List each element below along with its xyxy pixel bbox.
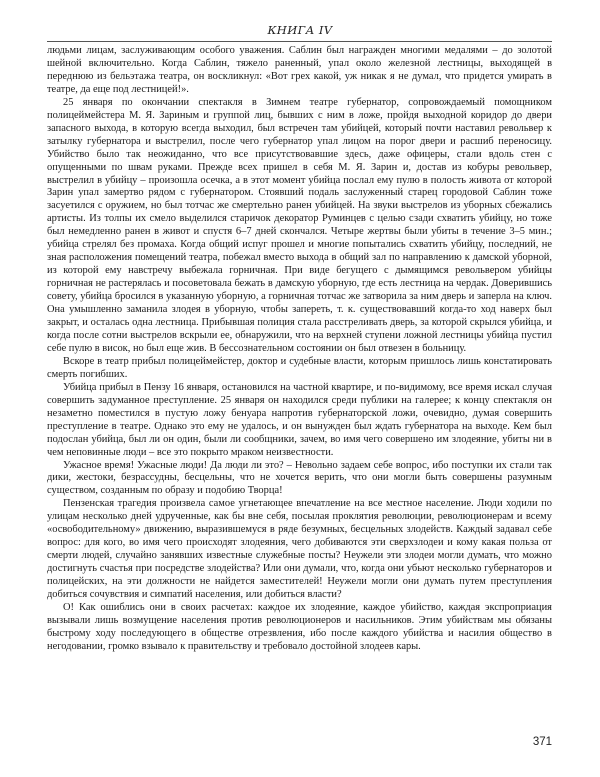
paragraph: Пензенская трагедия произвела самое угнетающее впечатление на все местное население. Люди ходили по улицам несколько дней удрученные, как бы вне себя, посылая проклятия революции, революционерам и всему «освободительному» движению, выразившемуся в ряде безумных, бесцельных злодейств. Каждый задавал себе вопрос: для кого, во имя чего происходят злодеяния, чего добиваются эти сверхзлодеи и кому какая польза от смерти людей, случайно занявших известные служебные посты? Неужели эти злодеи могли думать, что можно достигнуть счастья при посредстве злодейства? Или они думали, что, когда они убьют несколько губернаторов и полицейских, на эти должности не найдется заместителей! Неужели могли они думать путем преступления добиться сочувствия и симпатий населения, или добиться власти? [47,498,552,601]
header-rule [47,41,552,42]
paragraph: О! Как ошиблись они в своих расчетах: каждое их злодеяние, каждое убийство, каждая экспроприация вызывали лишь возмущение населения против революционеров и насильников. Этим убийствам мы обязаны быстрому ходу последующего в обществе отрезвления, ибо после каждого убийства и насилия общество в негодовании, громко взывало к правительству и требовало достойной злодеев кары. [47,601,552,652]
body-text [47,45,552,654]
paragraph: Вскоре в театр прибыл полицеймейстер, доктор и судебные власти, которым пришлось лишь констатировать смерть погибших. [47,355,552,380]
paragraph: 25 января по окончании спектакля в Зимнем театре губернатор, сопровождаемый помощником полицеймейстера М. Я. Зариным и группой лиц, бывших с ним в ложе, пройдя выходной коридор до двери запасного выхода, в которую всегда выходил, был встречен там убийцей, который почти наставил револьвер к затылку губернатора и выстрелил, после чего губернатор упал лицом на порог двери и расшиб переносицу. Убийство было так неожиданно, что все присутствовавшие здесь, даже офицеры, стали вдоль стен с опущенными по швам руками. Прежде всех пришел в себя М. Я. Зарин и, достав из кобуры револьвер, выстрелил в убийцу – произошла осечка, а в этот момент убийца послал ему пулю в полость живота от которой Зарин упал замертво рядом с губернатором. Стоявший подаль заслуженный старец городовой Саблин тоже засуетился с оружием, но был тотчас же смертельно ранен убийцей. На звуки выстрелов из уборных сбежались артисты. Из толпы их смело выделился старичок декоратор Руминцев с целью сзади схватить убийцу, но тоже был немедленно ранен в живот и спустя 6–7 дней скончался. Четыре жертвы были убиты в течение 3–5 мин.; убийца стрелял без промаха. Когда общий испуг прошел и многие попытались схватить убийцу, последний, не зная расположения помещений театра, побежал вместо выхода в общий зал по направлению к дамской уборной, из которой ему навстречу выбежала горничная. При виде бегущего с дымящимся револьвером убийцы горничная не растерялась и посоветовала бежать в дамскую уборную, где есть лестница на чердак. Доверившись совету, убийца бросился в указанную уборную, а горничная тотчас же затворила за ним дверь и заперла на ключ. Она умышленно заманила злодея в уборную, чтобы запереть, т. к. существовавший когда-то ход наверх был закрыт, и осталась одна лестница. Прибывшая полиция стала расстреливать дверь, за которой скрылся убийца, и когда после сотни выстрелов вскрыли ее, обнаружили, что на верхней ступени ложной лестницы убийца пустил себе пулю в висок, но был еще жив. В бессознательном состоянии он был отвезен в больницу. [47,96,552,354]
paragraph: Ужасное время! Ужасные люди! Да люди ли это? – Невольно задаем себе вопрос, ибо поступки их стали так дики, жестоки, безрассудны, бесцельны, что не хочется верить, что они могли быть совершены разумным существом, созданным по образу и подобию Творца! [47,459,552,497]
running-header: КНИГА IV [267,23,333,37]
paragraph: Убийца прибыл в Пензу 16 января, остановился на частной квартире, и по-видимому, все время искал случая совершить задуманное преступление. 25 января он находился среди публики на галерее; к концу спектакля он незаметно поместился в пустую ложу бенуара напротив губернаторской ложи, очевидно, думая совершить преступление в театре. Однако это ему не удалось, и он вынужден был ждать губернатора на выходе. Кем был подослан убийца, был ли он один, были ли сообщники, зачем, во имя чего совершено им злодеяние, убиты ни в чем неповинные люди – все это покрыто мраком неизвестности. [47,381,552,458]
paragraph-continued: людьми лицам, заслуживающим особого уважения. Саблин был награжден многими медалями – до золотой шейной включительно. Когда Саблин, тяжело раненный, упал около железной лестницы, выходящей в переднюю из бельэтажа театра, он воскликнул: «Вот грех какой, уж никак я не думал, что придется умирать в театре, да еще под лестницей!». [47,45,552,95]
page-number: 371 [532,736,552,748]
